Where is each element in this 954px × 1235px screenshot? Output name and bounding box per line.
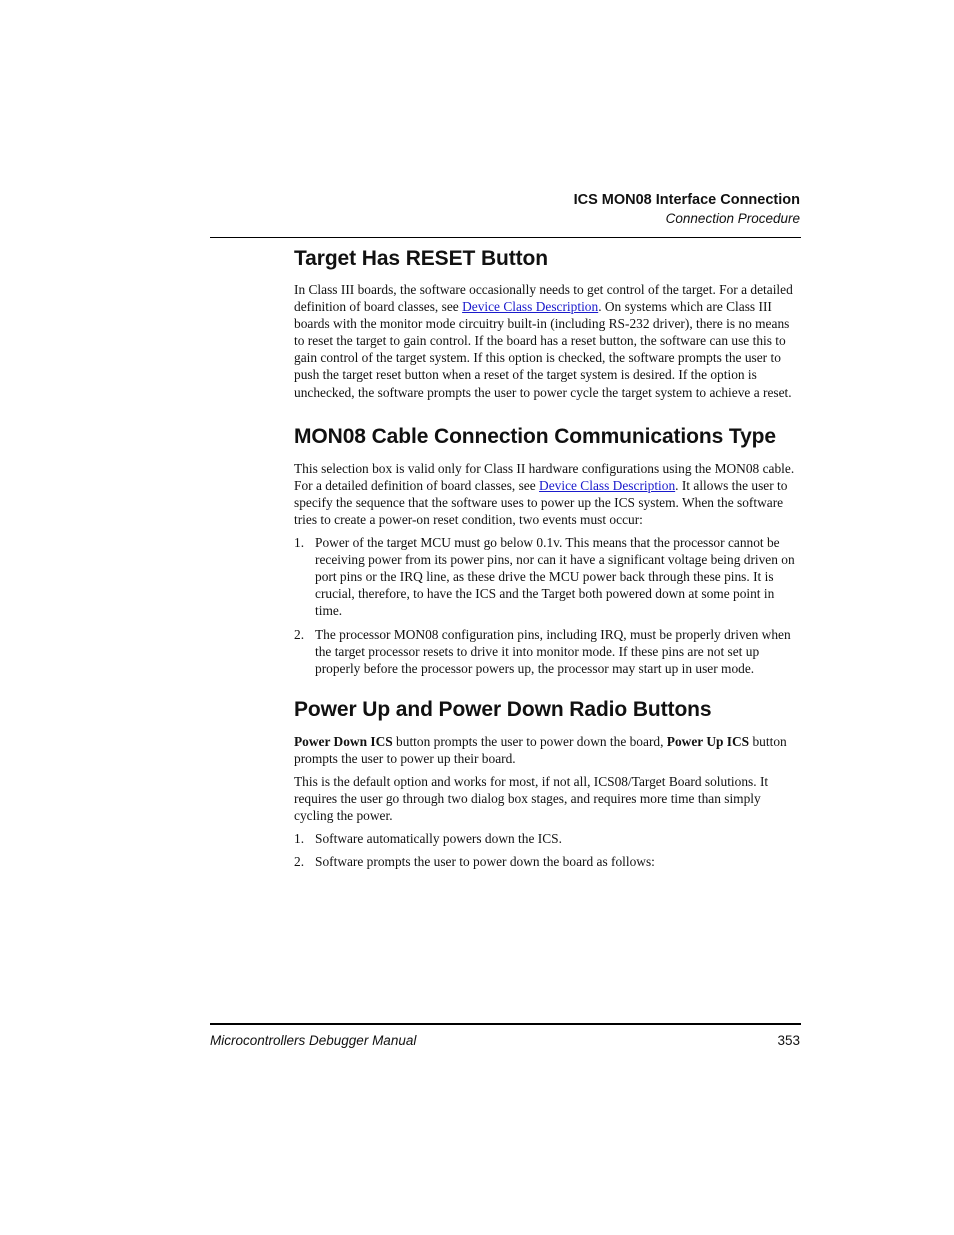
power-down-ics-term: Power Down ICS xyxy=(294,733,393,749)
paragraph-text: . On systems which are Class III boards with the monitor mode circuitry built-in (including RS-232 driver), there is no means to reset the target to gain control. If the board has a reset button, the software can use this to gain control of the target system. If this option is checked, the software prompts the user to push the target reset button when a reset of the target system is desired. If the option is unchecked, the software prompts the user to power cycle the target system to achieve a reset. xyxy=(294,299,792,400)
page-number: 353 xyxy=(777,1033,800,1048)
header-rule xyxy=(210,237,801,238)
section-target-reset xyxy=(294,245,800,401)
list-item xyxy=(294,853,800,870)
power-up-ics-term: Power Up ICS xyxy=(666,733,750,749)
list-item xyxy=(294,534,800,619)
numbered-list xyxy=(294,534,800,677)
paragraph-text: . It allows the user to specify the sequence that the software uses to power up the ICS system. When the software tries to create a power-on reset condition, two events must occur: xyxy=(294,477,788,527)
section-heading: Power Up and Power Down Radio Buttons xyxy=(294,697,712,721)
section-heading: MON08 Cable Connection Communications Type xyxy=(294,424,776,448)
list-number: 1. xyxy=(294,831,305,847)
paragraph-text: button prompts the user to power down the board, xyxy=(392,733,667,749)
section-mon08-cable xyxy=(294,423,800,677)
section-heading: Target Has RESET Button xyxy=(294,247,548,270)
body-paragraph: This is the default option and works for most, if not all, ICS08/Target Board solutions. It requires the user go through two dialog box stages, and requires more time than simply cycling the power. xyxy=(294,773,769,824)
chapter-title: ICS MON08 Interface Connection xyxy=(573,192,800,208)
paragraph-text: This selection box is valid only for Class II hardware configurations using the MON08 cable. For a detailed definition of board classes, see xyxy=(294,460,795,493)
section-title: Connection Procedure xyxy=(665,211,800,226)
list-number: 1. xyxy=(294,535,305,551)
list-item-text: Power of the target MCU must go below 0.1v. This means that the processor cannot be receiving power from its power pins, nor can it have a significant voltage being driven on port pins or the IRQ line, as these drive the MCU power back through these pins. It is crucial, therefore, to have the ICS and the Target both powered down at some point in time. xyxy=(315,535,795,619)
device-class-description-link[interactable]: Device Class Description xyxy=(462,299,599,315)
list-number: 2. xyxy=(294,626,305,642)
list-item-text: Software automatically powers down the ICS. xyxy=(315,831,562,847)
list-number: 2. xyxy=(294,854,305,870)
body-paragraph xyxy=(294,733,800,767)
manual-title: Microcontrollers Debugger Manual xyxy=(210,1033,417,1048)
list-item-text: Software prompts the user to power down the board as follows: xyxy=(315,854,655,870)
body-paragraph xyxy=(294,281,800,401)
list-item xyxy=(294,626,800,677)
paragraph-text: In Class III boards, the software occasionally needs to get control of the target. For a detailed definition of board classes, see xyxy=(294,282,793,315)
paragraph-text: button prompts the user to power up their board. xyxy=(294,733,787,766)
running-head xyxy=(574,191,800,228)
device-class-description-link[interactable]: Device Class Description xyxy=(539,477,676,493)
numbered-list xyxy=(294,830,800,870)
page-body xyxy=(294,245,800,876)
body-paragraph xyxy=(294,460,800,528)
list-item-text: The processor MON08 configuration pins, including IRQ, must be properly driven when the target processor resets to drive it into monitor mode. If these pins are not set up properly before the processor powers up, the processor may start up in user mode. xyxy=(315,626,791,676)
list-item xyxy=(294,830,800,847)
footer-rule xyxy=(210,1023,801,1025)
section-power-radio-buttons xyxy=(294,696,800,871)
